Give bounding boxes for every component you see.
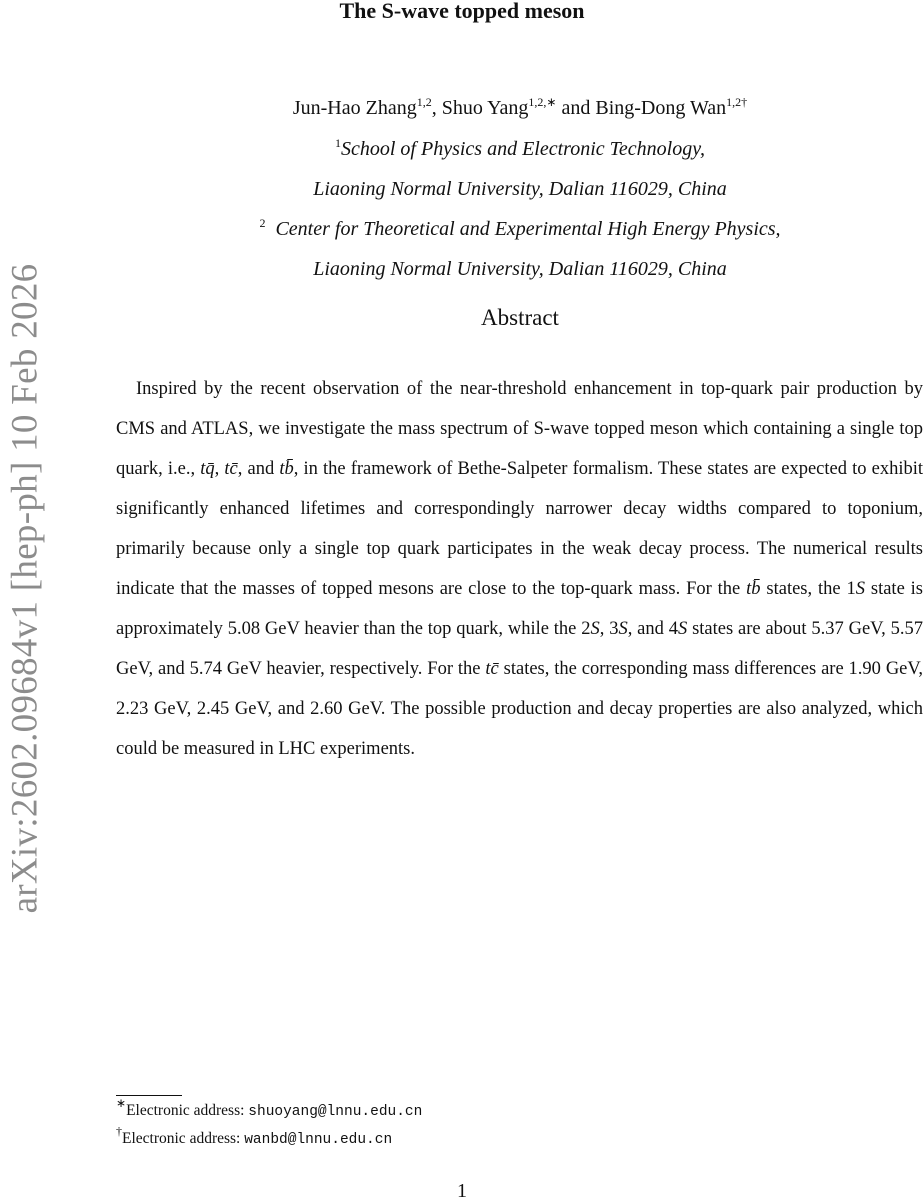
footnote-2 — [116, 1124, 393, 1148]
math-s: S — [618, 619, 628, 639]
author-name: Jun-Hao Zhang — [292, 97, 417, 119]
math-s: S — [590, 619, 600, 639]
email-link[interactable]: wanbd@lnnu.edu.cn — [244, 1132, 393, 1148]
abstract-heading: Abstract — [481, 305, 559, 330]
author-list — [116, 97, 924, 120]
footnote-mark: † — [116, 1124, 122, 1138]
abstract-text: , in the framework of Bethe-Salpeter formalism. These states are expected to exhibit significantly enhanced lifetimes and correspondingly narrower decay widths compared to toponium, primarily because only a single top quark participates in the weak decay process. The numerical results indicate that the masses of topped mesons are close to the top-quark mass. For the — [116, 459, 923, 599]
author-separator: , — [431, 97, 442, 119]
author-name: Shuo Yang — [441, 97, 529, 119]
affiliation-mark: 1 — [334, 136, 341, 150]
abstract-text: , — [214, 459, 225, 479]
arxiv-identifier: arXiv:2602.09684v1 [hep-ph] 10 Feb 2026 — [4, 263, 46, 913]
page-number: 1 — [457, 1180, 467, 1202]
footnote-label: Electronic address: — [126, 1102, 249, 1119]
affiliation-1 — [116, 138, 924, 161]
abstract-text: states, the 1 — [760, 579, 856, 599]
math-tb: tb̄ — [746, 579, 761, 599]
abstract-text: Inspired by the recent observation of the near-threshold enhancement in top-quark pair production by CMS and ATLAS, we investigate the mass spectrum of S-wave topped meson which containing a single top quark, i.e., — [116, 379, 923, 479]
author-separator: and — [556, 97, 596, 119]
affiliation-line: School of Physics and Electronic Technology, — [340, 138, 705, 160]
math-tb: tb̄ — [279, 459, 294, 479]
math-tc: tc̄ — [224, 459, 238, 479]
abstract-body — [116, 369, 923, 769]
footnote-1 — [116, 1096, 423, 1120]
abstract-text: state is approximately 5.08 GeV heavier than the top quark, while the 2 — [116, 579, 923, 639]
abstract-text: , 3 — [599, 619, 619, 639]
footnote-label: Electronic address: — [122, 1130, 245, 1147]
email-link[interactable]: shuoyang@lnnu.edu.cn — [248, 1104, 423, 1120]
footnote-mark: ∗ — [116, 1096, 127, 1110]
affiliation-2-address: Liaoning Normal University, Dalian 116029, China — [313, 258, 727, 280]
math-s: S — [677, 619, 688, 639]
abstract-text: , and — [237, 459, 280, 479]
abstract-text: states are about 5.37 GeV, 5.57 GeV, and 5.74 GeV heavier, respectively. For the — [116, 619, 923, 679]
affiliation-1-address: Liaoning Normal University, Dalian 116029, China — [313, 178, 727, 200]
math-tq: tq̄ — [200, 459, 215, 479]
affiliation-line: Center for Theoretical and Experimental High Energy Physics, — [275, 218, 781, 240]
abstract-text: states, the corresponding mass differences are 1.90 GeV, 2.23 GeV, 2.45 GeV, and 2.60 GeV. The possible production and decay properties are also analyzed, which could be measured in LHC experiments. — [116, 659, 923, 759]
author-affil-mark: 1,2,∗ — [528, 95, 557, 109]
math-s: S — [855, 579, 865, 599]
author-affil-mark: 1,2 — [416, 95, 432, 109]
author-affil-mark: 1,2† — [726, 95, 748, 109]
math-tc: tc̄ — [485, 659, 499, 679]
arxiv-sidebar-stamp — [0, 258, 50, 918]
abstract-text: , and 4 — [627, 619, 678, 639]
paper-title: The S-wave topped meson — [339, 0, 585, 23]
affiliation-2 — [116, 218, 924, 241]
author-name: Bing-Dong Wan — [595, 97, 727, 119]
affiliation-mark: 2 — [259, 216, 266, 230]
